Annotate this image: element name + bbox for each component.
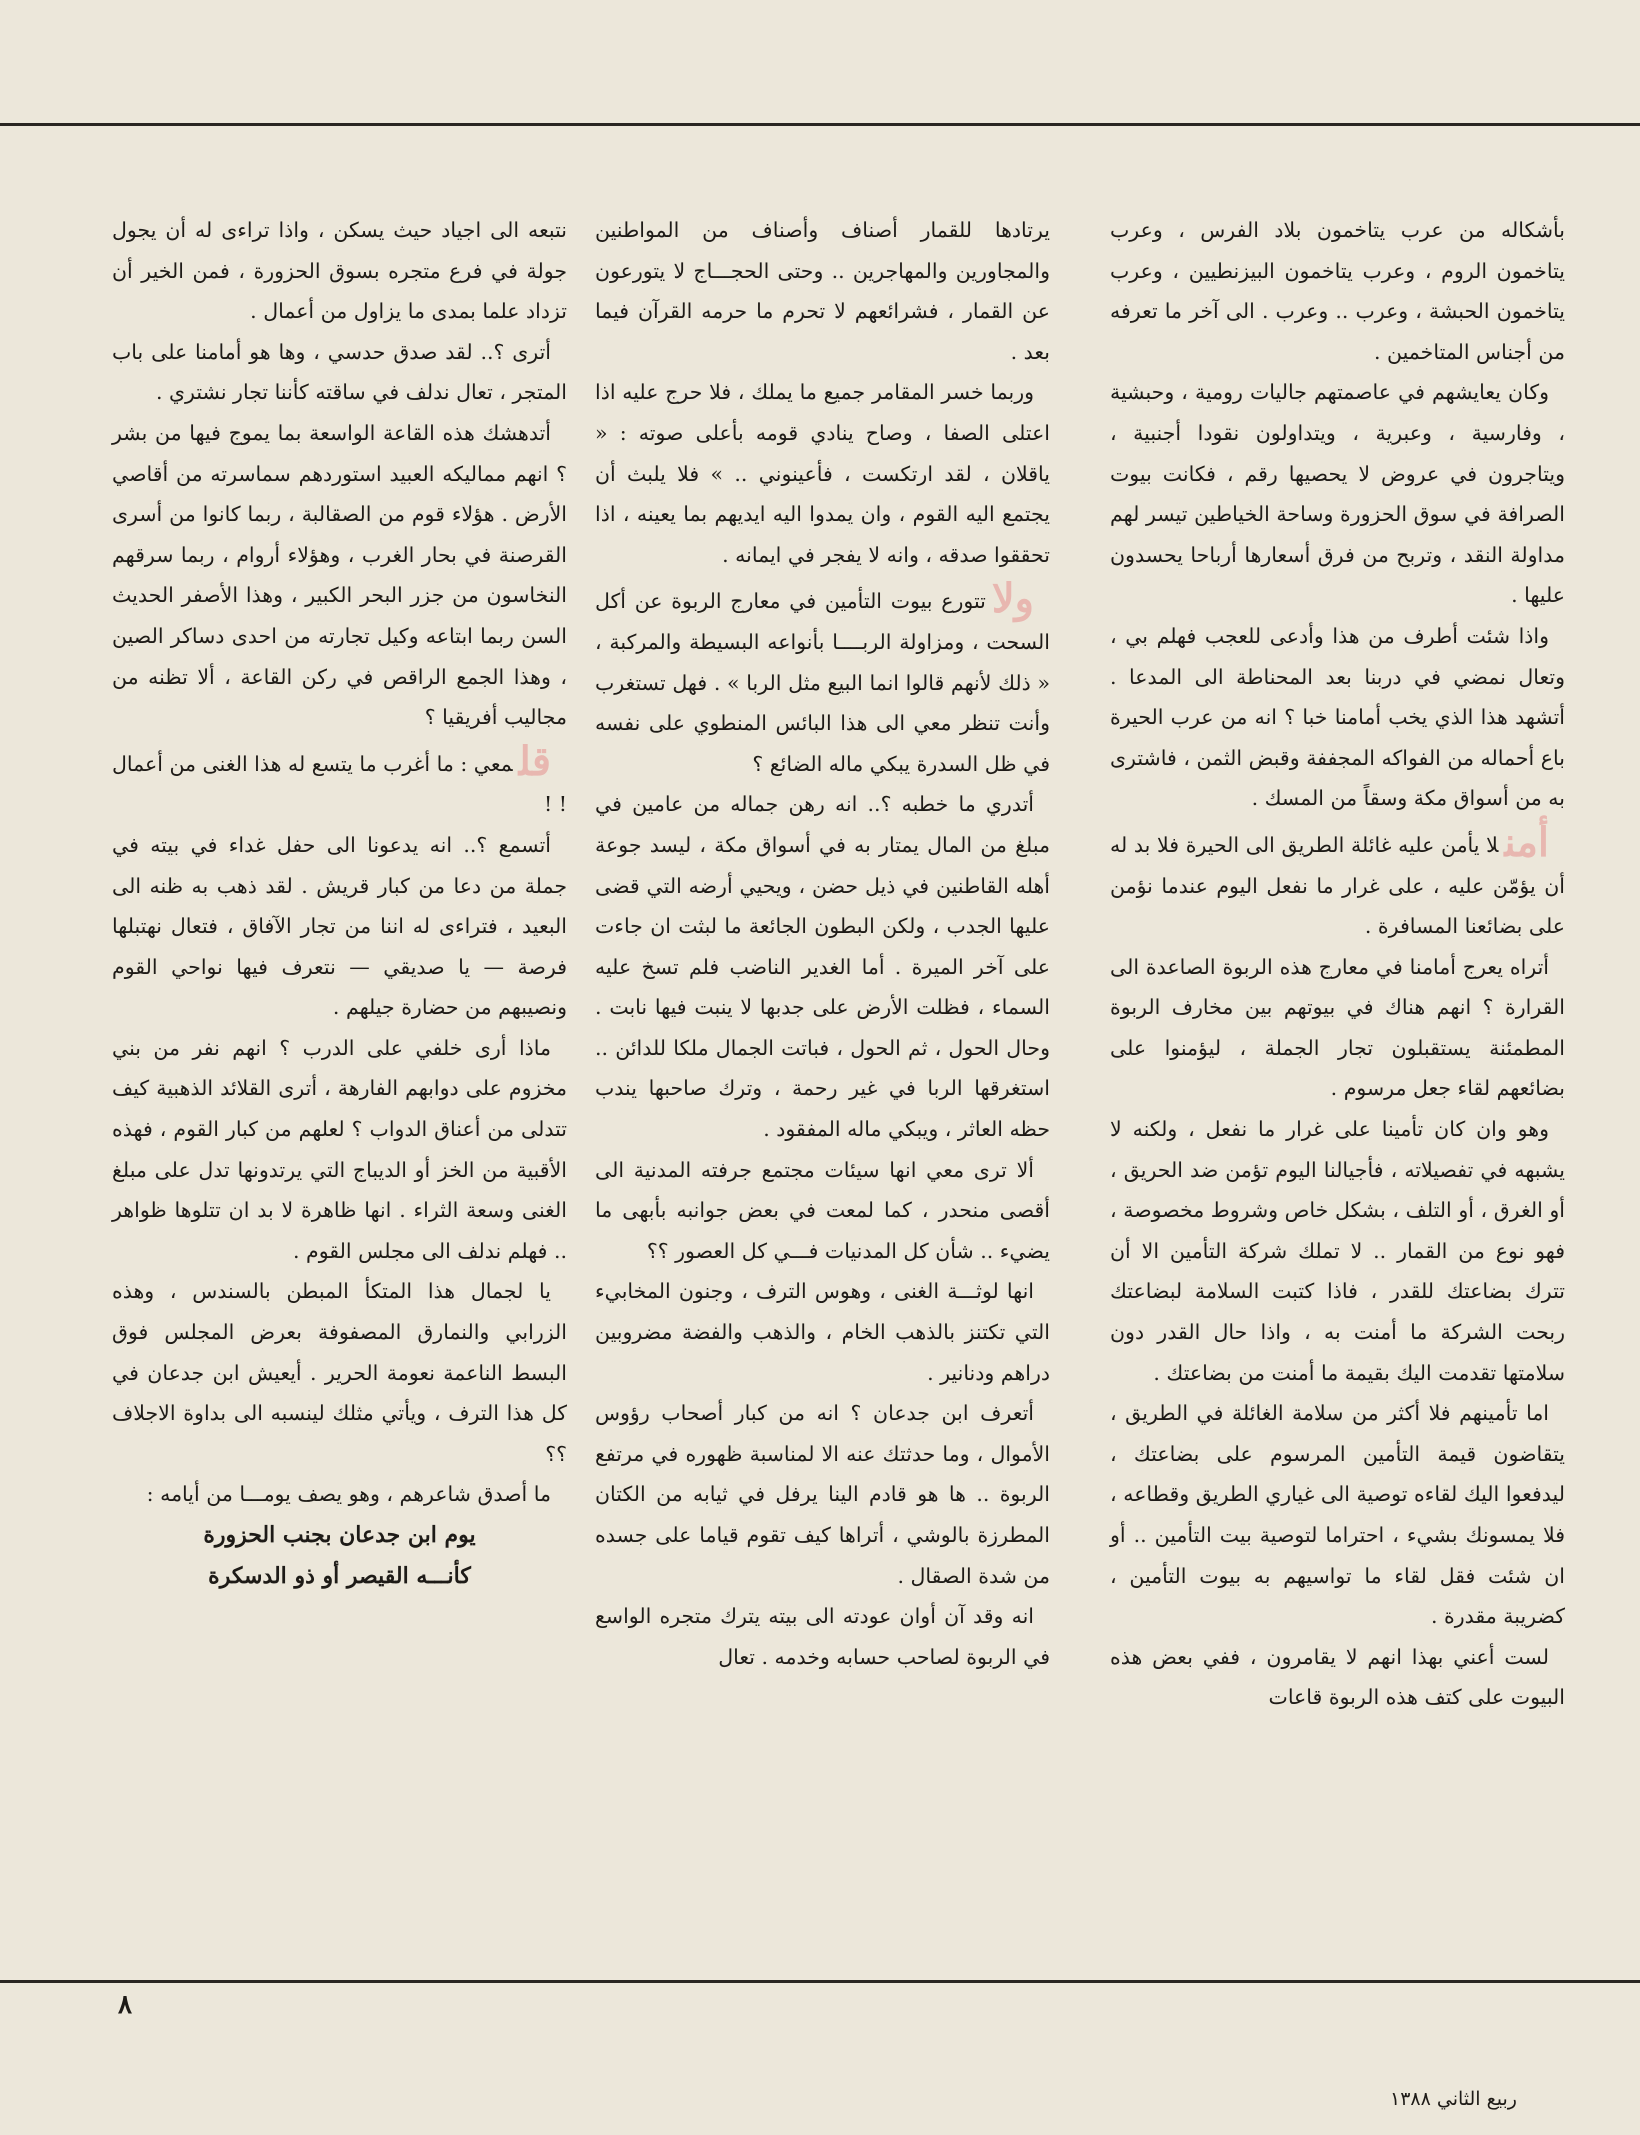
column-left [112, 210, 567, 1596]
paragraph: بأشكاله من عرب يتاخمون بلاد الفرس ، وعرب يتاخمون الروم ، وعرب يتاخمون البيزنطيين ، وعرب يتاخمون الحبشة ، وعرب .. وعرب . الى آخر ما تعرفه من أجناس المتاخمين . [1110, 218, 1565, 364]
paragraph: أتراه يعرج أمامنا في معارج هذه الربوة الصاعدة الى القرارة ؟ انهم هناك في بيوتهم بين مخارف الربوة المطمئنة يستقبلون تجار الجملة ، ليؤمنوا على بضائعهم لقاء جعل مرسوم . [1110, 954, 1565, 1101]
paragraph: واذا شئت أطرف من هذا وأدعى للعجب فهلم بي ، وتعال نمضي في دربنا بعد المحناطة الى المدعا . أتشهد هذا الذي يخب أمامنا خبا ؟ انه من عرب الحيرة باع أحماله من الفواكه المجففة وقبض الثمن ، فاشترى به من أسواق مكة وسقاً من المسك . [1110, 623, 1565, 811]
page-number: ٨ [118, 1990, 132, 2020]
paragraph [595, 575, 1050, 784]
paragraph [1110, 819, 1565, 947]
paragraph [112, 738, 567, 825]
paragraph: أترى ؟.. لقد صدق حدسي ، وها هو أمامنا على باب المتجر ، تعال ندلف في ساقته كأننا تجار نشتري . [112, 339, 567, 405]
paragraph: اما تأمينهم فلا أكثر من سلامة الغائلة في الطريق ، يتقاضون قيمة التأمين المرسوم على بضاعتك ، ليدفعوا اليك لقاءه توصية الى غياري الطريق وقطاعه ، فلا يمسونك بشيء ، احتراما لتوصية بيت التأمين .. أو ان شئت فقل لقاء ما تواسيهم به بيوت التأمين ، كضريبة مقدرة . [1110, 1401, 1565, 1629]
column-right [1110, 210, 1565, 1718]
paragraph: يرتادها للقمار أصناف وأصناف من المواطنين والمجاورين والمهاجرين .. وحتى الحجـــاج لا يتورعون عن القمار ، فشرائعهم لا تحرم ما حرمه القرآن فيما بعد . [595, 218, 1050, 364]
paragraph: ماذا أرى خلفي على الدرب ؟ انهم نفر من بني مخزوم على دوابهم الفارهة ، أترى القلائد الذهبية كيف تتدلى من أعناق الدواب ؟ لعلهم من كبار القوم ، فهذه الأقبية من الخز أو الديباج التي يرتدونها تدل على مبلغ الغنى وسعة الثراء . انها ظاهرة لا بد ان تتلوها ظواهر .. فهلم ندلف الى مجلس القوم . [112, 1035, 567, 1263]
verse-line: كأنـــه القيصر أو ذو الدسكرة [208, 1562, 471, 1589]
issue-date: ربيع الثاني ١٣٨٨ [1390, 2088, 1517, 2110]
paragraph: وربما خسر المقامر جميع ما يملك ، فلا حرج عليه اذا اعتلى الصفا ، وصاح ينادي قومه بأعلى صوته : « ياقلان ، لقد ارتكست ، فأعينوني .. » فلا يلبث أن يجتمع اليه القوم ، وان يمدوا اليه ايديهم بما يعينه ، اذا تحققوا صدقه ، وانه لا يفجر في ايمانه . [595, 380, 1050, 567]
drop-word: أمن [1504, 818, 1549, 866]
paragraph-text: معي : ما أغرب ما يتسع له هذا الغنى من أعمال ! ! [112, 751, 567, 817]
paragraph: لست أعني بهذا انهم لا يقامرون ، ففي بعض هذه البيوت على كتف هذه الربوة قاعات [1110, 1644, 1565, 1710]
paragraph: أتدهشك هذه القاعة الواسعة بما يموج فيها من بشر ؟ انهم مماليكه العبيد استوردهم سماسرته من أقاصي الأرض . هؤلاء قوم من الصقالبة ، ربما كانوا من أسرى القرصنة في بحار الغرب ، وهؤلاء أروام ، ربما سرقهم النخاسون من جزر البحر الكبير ، وهذا الأصفر الحديث السن ربما ابتاعه وكيل تجارته من احدى دساكر الصين ، وهذا الجمع الراقص في ركن القاعة ، ألا تظنه من مجاليب أفريقيا ؟ [112, 420, 567, 730]
paragraph: انها لوثـــة الغنى ، وهوس الترف ، وجنون المخابيء التي تكتنز بالذهب الخام ، والذهب والفضة مضروبين دراهم ودنانير . [595, 1279, 1050, 1385]
paragraph: ألا ترى معي انها سيئات مجتمع جرفته المدنية الى أقصى منحدر ، كما لمعت في بعض جوانبه بأبهى ما يضيء .. شأن كل المدنيات فـــي كل العصور ؟؟ [595, 1157, 1050, 1263]
top-rule [0, 123, 1640, 126]
drop-word: قل [518, 737, 551, 785]
column-middle [595, 210, 1050, 1677]
paragraph: أتدري ما خطبه ؟.. انه رهن جماله من عامين في مبلغ من المال يمتار به في أسواق مكة ، ليسد جوعة أهله القاطنين في ذيل حضن ، ويحيي أرضه التي قضى عليها الجدب ، ولكن البطون الجائعة ما لبثت ان جاءت على آخر الميرة . أما الغدير الناضب فلم تسخ عليه السماء ، فظلت الأرض على جدبها لا ينبت فيها نابت . وحال الحول ، ثم الحول ، فباتت الجمال ملكا للدائن .. استغرقها الربا في غير رحمة ، وترك صاحبها يندب حظه العاثر ، ويبكي ماله المفقود . [595, 792, 1050, 1142]
paragraph: يا لجمال هذا المتكأ المبطن بالسندس ، وهذه الزرابي والنمارق المصفوفة بعرض المجلس فوق البسط الناعمة نعومة الحرير . أيعيش ابن جدعان في كل هذا الترف ، ويأتي مثلك لينسبه الى بداوة الاجلاف ؟؟ [112, 1279, 567, 1466]
verse-line: يوم ابن جدعان بجنب الحزورة [203, 1522, 476, 1548]
paragraph: أتسمع ؟.. انه يدعونا الى حفل غداء في بيته في جملة من دعا من كبار قريش . لقد ذهب به ظنه الى البعيد ، فتراءى له اننا من تجار الآفاق ، فتعال نهتبلها فرصة — يا صديقي — نتعرف فيها نواحي القوم ونصيبهم من حضارة جيلهم . [112, 832, 567, 1020]
paragraph: أتعرف ابن جدعان ؟ انه من كبار أصحاب رؤوس الأموال ، وما حدثتك عنه الا لمناسبة ظهوره في مرتفع الربوة .. ها هو قادم الينا يرفل في ثيابه من الكتان المطرزة بالوشي ، أتراها كيف تقوم قياما على جسده من شدة الصقال . [595, 1401, 1050, 1588]
paragraph: وكان يعايشهم في عاصمتهم جاليات رومية ، وحبشية ، وفارسية ، وعبرية ، ويتداولون نقودا أجنبية ، ويتاجرون في عروض لا يحصيها رقم ، فكانت بيوت الصرافة في سوق الحزورة وساحة الخياطين تيسر لهم مداولة النقد ، وتربح من فرق أسعارها أرباحا يحسدون عليها . [1110, 380, 1565, 608]
paragraph: ما أصدق شاعرهم ، وهو يصف يومـــا من أيامه : [146, 1482, 551, 1507]
bottom-rule [0, 1980, 1640, 1983]
paragraph: انه وقد آن أوان عودته الى بيته يترك متجره الواسع في الربوة لصاحب حسابه وخدمه . تعال [595, 1604, 1050, 1669]
paragraph: نتبعه الى اجياد حيث يسكن ، واذا تراءى له أن يجول جولة في فرع متجره بسوق الحزورة ، فمن الخير أن تزداد علما بمدى ما يزاول من أعمال . [112, 218, 567, 324]
paragraph: وهو وان كان تأمينا على غرار ما نفعل ، ولكنه لا يشبهه في تفصيلاته ، فأجيالنا اليوم تؤمن ضد الحريق ، أو الغرق ، أو التلف ، بشكل خاص وشروط مخصوصة ، فهو نوع من القمار .. لا تملك شركة التأمين الا أن تترك بضاعتك للقدر ، فاذا كتبت السلامة لبضاعتك ربحت الشركة ما أمنت به ، واذا حال القدر دون سلامتها تقدمت اليك بقيمة ما أمنت من بضاعتك . [1110, 1117, 1565, 1385]
drop-word: ولا [991, 575, 1034, 623]
paragraph-text: لا يأمن عليه غائلة الطريق الى الحيرة فلا بد له أن يؤمّن عليه ، على غرار ما نفعل اليوم عندما نؤمن على بضائعنا المسافرة . [1110, 832, 1565, 939]
paragraph-text: تتورع بيوت التأمين في معارج الربوة عن أكل السحت ، ومزاولة الربــــا بأنواعه البسيطة والمركبة ، « ذلك لأنهم قالوا انما البيع مثل الربا » . فهل تستغرب وأنت تنظر معي الى هذا البائس المنطوي على نفسه في ظل السدرة يبكي ماله الضائع ؟ [595, 589, 1050, 776]
